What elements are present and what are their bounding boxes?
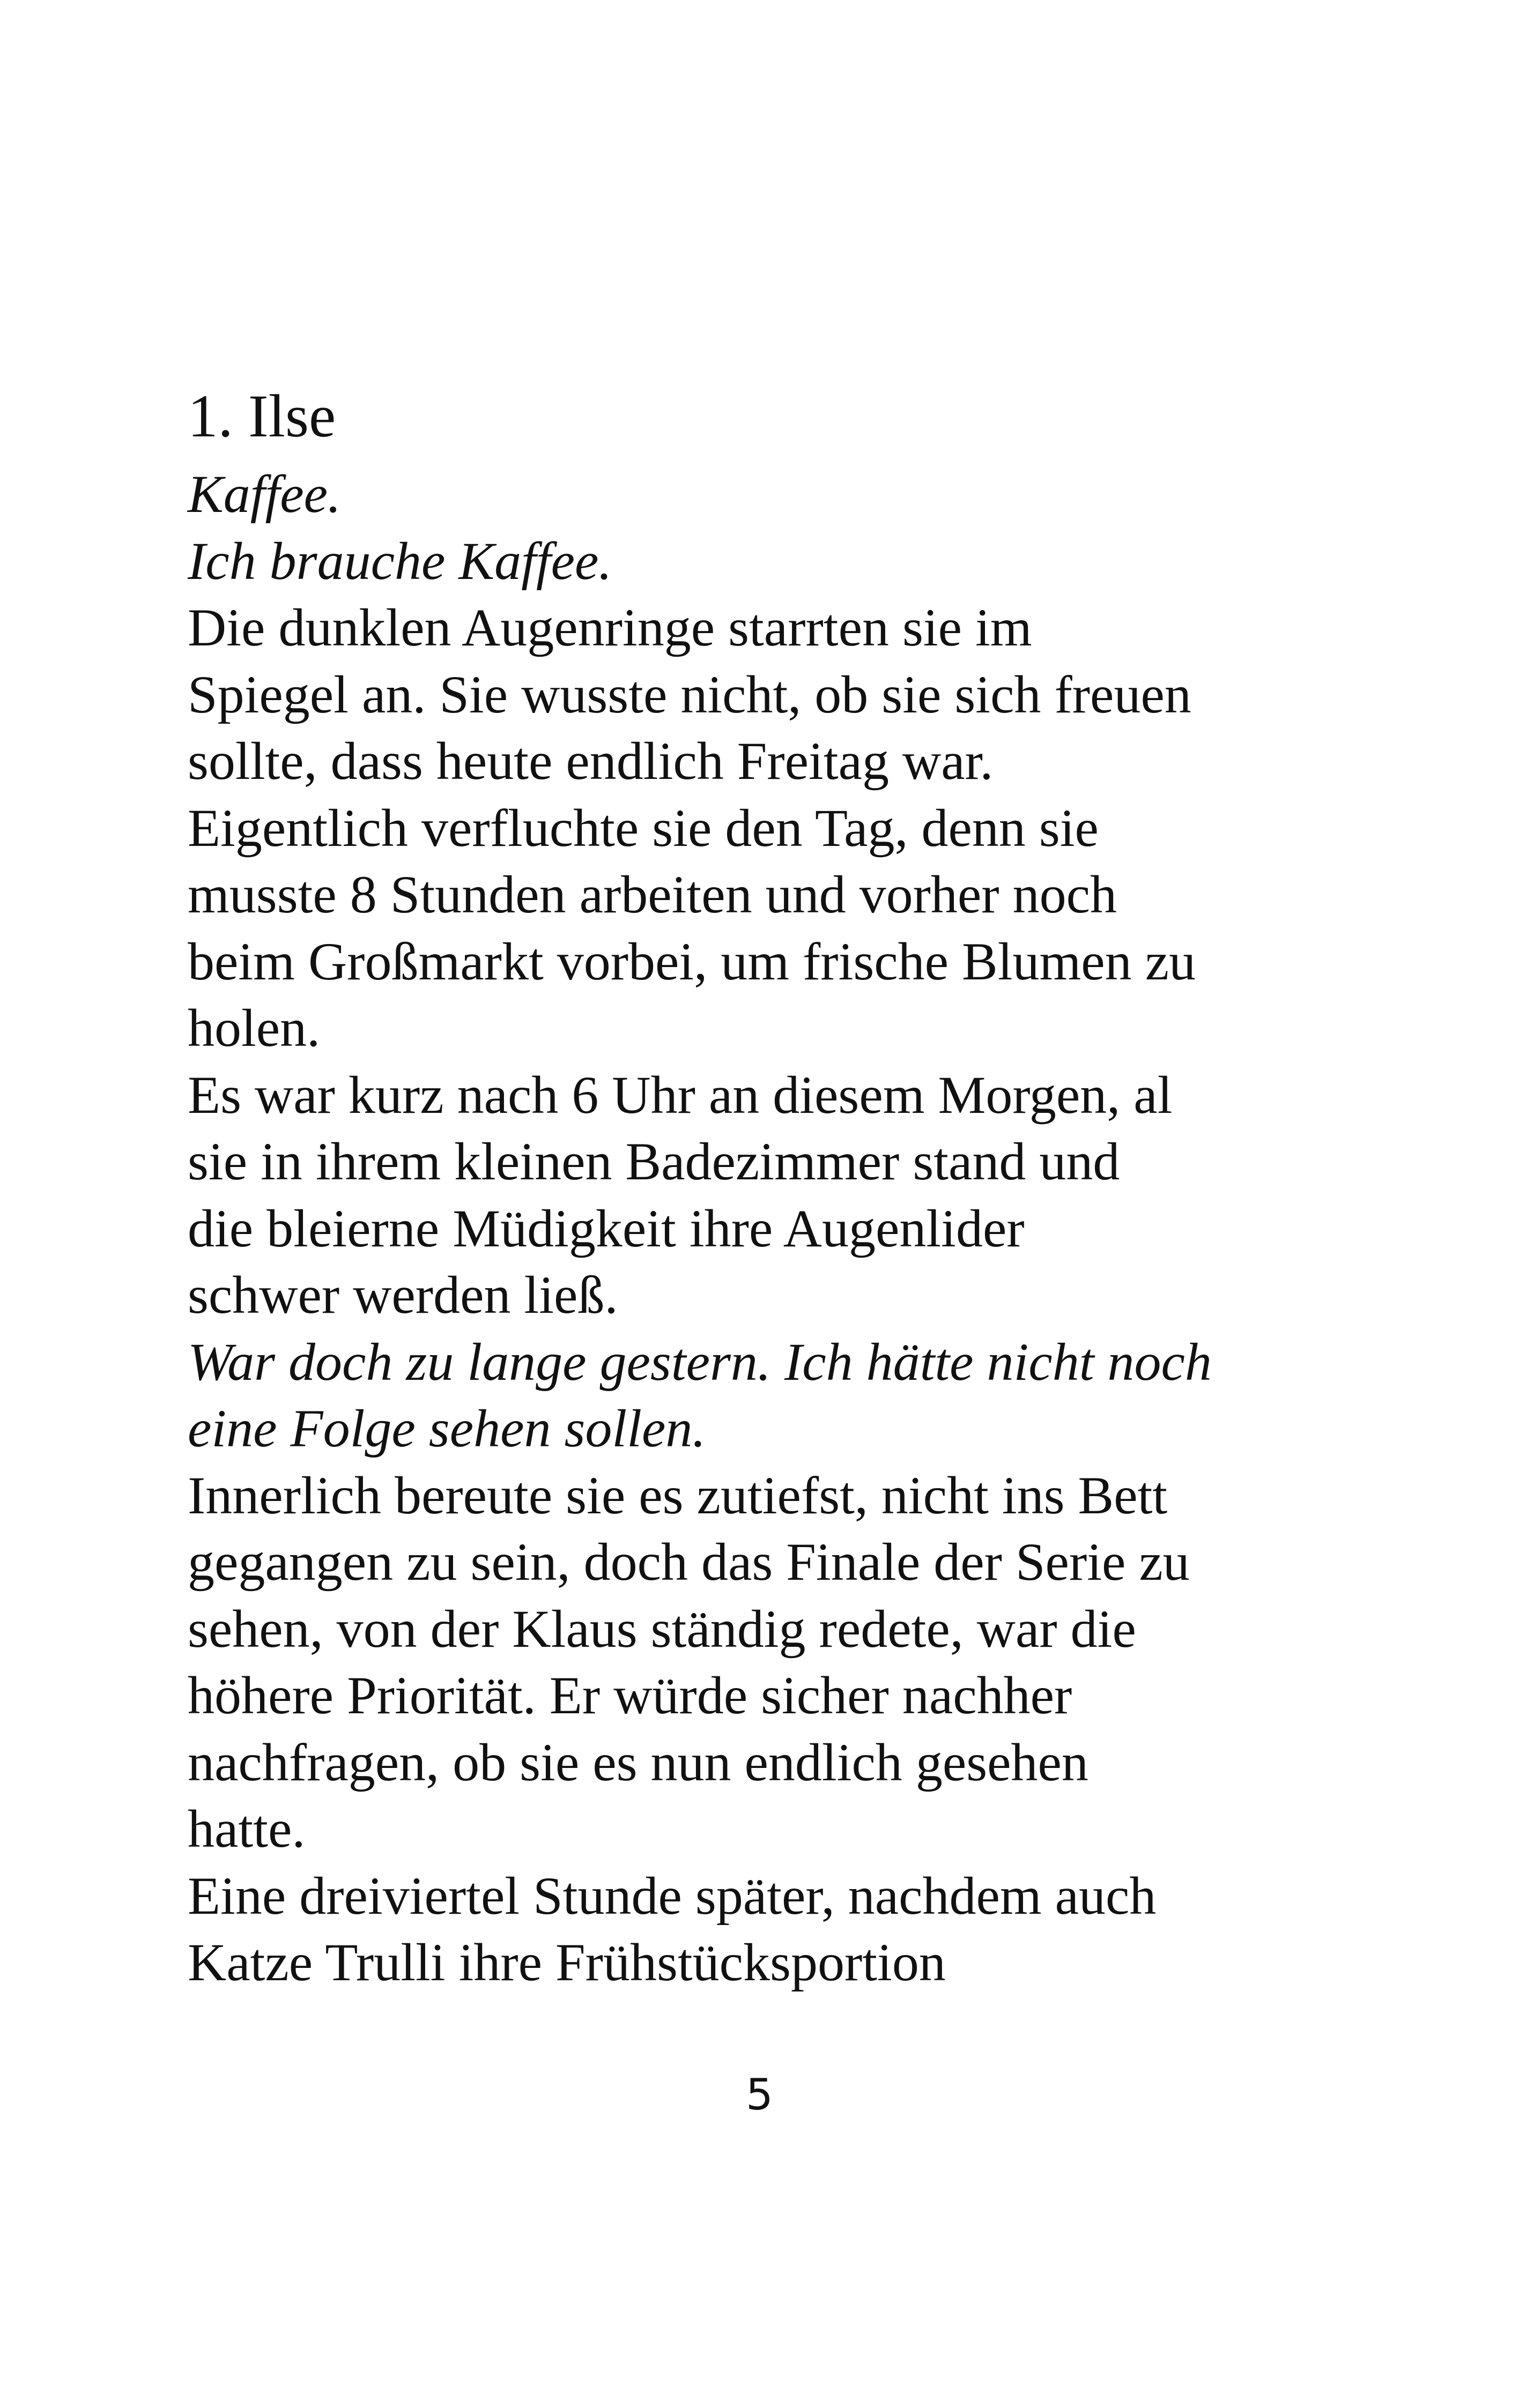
text-line: gegangen zu sein, doch das Finale der Serie zu: [188, 1532, 1190, 1592]
chapter-body: [188, 461, 1367, 1996]
text-line: Spiegel an. Sie wusste nicht, ob sie sich freuen: [188, 664, 1191, 724]
text-line: Ich brauche Kaffee.: [188, 531, 612, 591]
text-line: sollte, dass heute endlich Freitag war.: [188, 731, 994, 791]
text-line: beim Großmarkt vorbei, um frische Blumen zu: [188, 931, 1196, 991]
text-line: höhere Priorität. Er würde sicher nachher: [188, 1666, 1072, 1725]
text-line: Eine dreiviertel Stunde später, nachdem auch: [188, 1866, 1157, 1926]
page-number: 5: [746, 2070, 773, 2120]
text-line: Kaffee.: [188, 464, 342, 524]
text-line: schwer werden ließ.: [188, 1265, 618, 1325]
text-line: die bleierne Müdigkeit ihre Augenlider: [188, 1198, 1025, 1258]
text-line: Innerlich bereute sie es zutiefst, nicht ins Bett: [188, 1465, 1168, 1525]
text-line: hatte.: [188, 1799, 306, 1859]
text-line: War doch zu lange gestern. Ich hätte nicht noch: [188, 1332, 1212, 1392]
text-line: eine Folge sehen sollen.: [188, 1399, 706, 1458]
text-line: holen.: [188, 998, 321, 1058]
text-line: Eigentlich verfluchte sie den Tag, denn sie: [188, 798, 1099, 858]
text-line: Die dunklen Augenringe starrten sie im: [188, 598, 1032, 657]
text-line: nachfragen, ob sie es nun endlich gesehen: [188, 1732, 1088, 1792]
chapter-title: 1. Ilse: [188, 383, 336, 450]
text-line: sie in ihrem kleinen Badezimmer stand und: [188, 1132, 1120, 1191]
text-line: Katze Trulli ihre Frühstücksportion: [188, 1933, 946, 1992]
text-line: musste 8 Stunden arbeiten und vorher noch: [188, 865, 1117, 924]
text-line: Es war kurz nach 6 Uhr an diesem Morgen, al: [188, 1065, 1173, 1125]
text-line: sehen, von der Klaus ständig redete, war die: [188, 1599, 1136, 1659]
